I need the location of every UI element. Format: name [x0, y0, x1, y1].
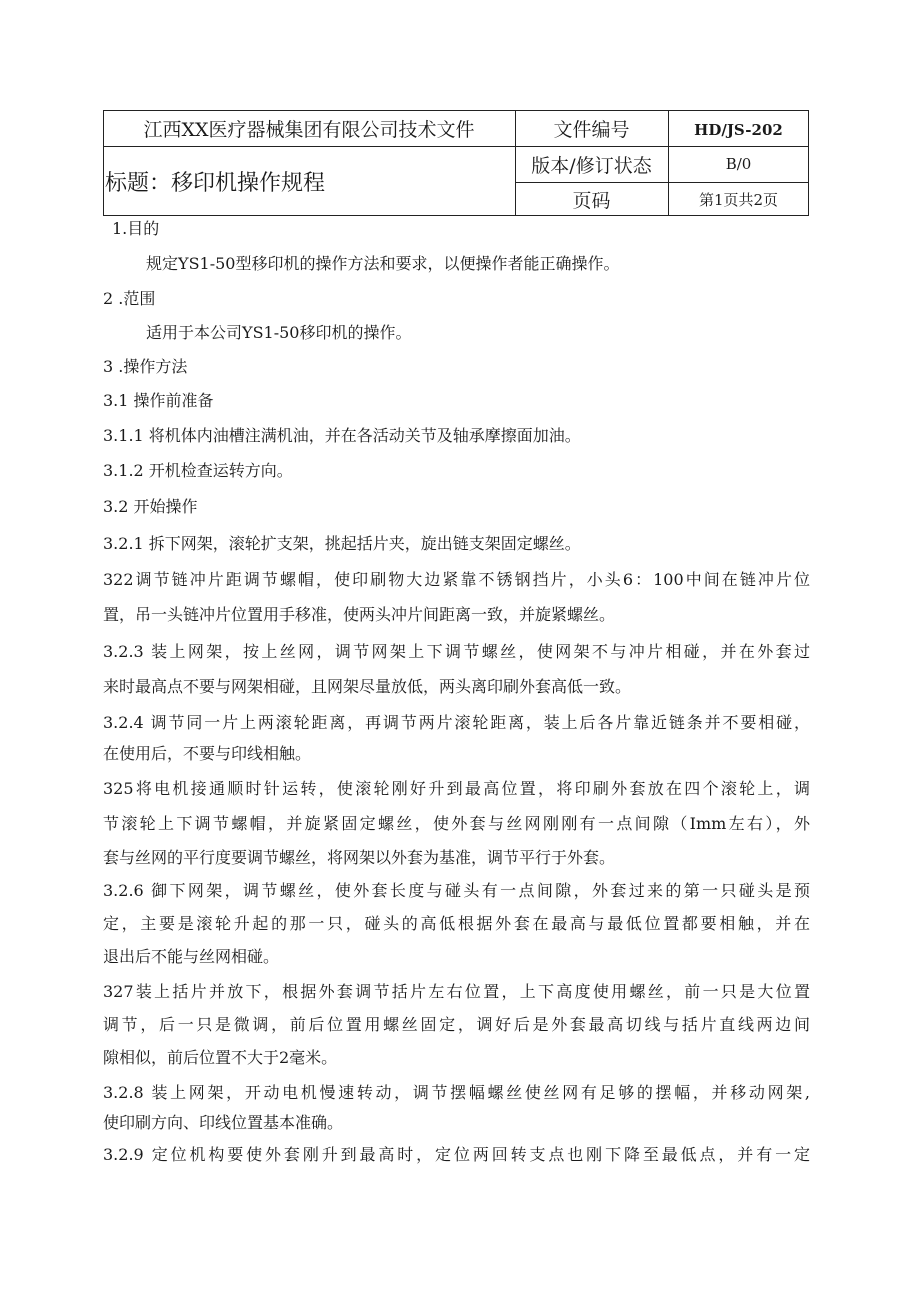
paragraph-3-2-4-line: 在使用后，不要与印线相触。: [103, 744, 312, 763]
paragraph-3-2-5-line: 325将电机接通顺时针运转，使滚轮刚好升到最高位置，将印刷外套放在四个滚轮上，调: [103, 779, 810, 798]
paragraph-3-2-6-line: 定，主要是滚轮升起的那一只，碰头的高低根据外套在最高与最低位置都要相触，并在: [103, 914, 810, 933]
paragraph-3-2-1: 3.2.1 拆下网架，滚轮扩支架，挑起括片夹，旋出链支架固定螺丝。: [103, 534, 581, 553]
paragraph-3-2-7-line: 327装上括片并放下，根据外套调节括片左右位置，上下高度使用螺丝，前一只是大位置: [103, 982, 810, 1001]
header-table: [103, 110, 809, 216]
doc-number-label: 文件编号: [553, 118, 630, 141]
paragraph-3-2-7-line: 隙相似，前后位置不大于2毫米。: [103, 1048, 338, 1067]
paragraph-3-2-8-line: 使印刷方向、印线位置基本准确。: [103, 1113, 344, 1132]
company-name: 江西XX医疗器械集团有限公司技术文件: [143, 118, 475, 141]
document-title: 标题：移印机操作规程: [105, 170, 326, 196]
page-value: 第1页共2页: [698, 190, 779, 209]
paragraph-3-2-9-line: 3.2.9 定位机构要使外套刚升到最高时，定位两回转支点也刚下降至最低点，并有一定: [103, 1145, 810, 1164]
paragraph-3-2-2-line: 322调节链冲片距调节螺帽，使印刷物大边紧靠不锈钢挡片，小头6：100中间在链冲片位: [103, 570, 810, 589]
section-2-heading: 2 .范围: [103, 289, 156, 308]
version-value: B/0: [725, 155, 752, 173]
section-1-text: 规定YS1-50型移印机的操作方法和要求，以便操作者能正确操作。: [146, 254, 620, 273]
paragraph-3-2-6-line: 3.2.6 御下网架，调节螺丝，使外套长度与碰头有一点间隙，外套过来的第一只碰头是预: [103, 881, 810, 900]
section-3-heading: 3 .操作方法: [103, 357, 188, 376]
paragraph-3-2-7-line: 调节，后一只是微调，前后位置用螺丝固定，调好后是外套最高切线与括片直线两边间: [103, 1015, 810, 1034]
section-1-heading: 1.目的: [112, 219, 160, 238]
page-label: 页码: [572, 189, 611, 212]
section-2-text: 适用于本公司YS1-50移印机的操作。: [146, 323, 412, 342]
paragraph-3-1-2: 3.1.2 开机检查运转方向。: [103, 461, 293, 480]
doc-number-value: HD/JS-202: [694, 121, 783, 139]
paragraph-3-2-6-line: 退出后不能与丝网相碰。: [103, 947, 280, 966]
section-3-1-heading: 3.1 操作前准备: [103, 391, 214, 410]
paragraph-3-1-1: 3.1.1 将机体内油槽注满机油，并在各活动关节及轴承摩擦面加油。: [103, 426, 581, 445]
paragraph-3-2-8-line: 3.2.8 装上网架，开动电机慢速转动，调节摆幅螺丝使丝网有足够的摆幅，并移动网架,: [103, 1083, 810, 1102]
paragraph-3-2-4-line: 3.2.4 调节同一片上两滚轮距离，再调节两片滚轮距离，装上后各片靠近链条并不要相碰，: [103, 713, 810, 732]
paragraph-3-2-3-line: 来时最高点不要与网架相碰，且网架尽量放低，两头离印刷外套高低一致。: [103, 677, 632, 696]
paragraph-3-2-5-line: 套与丝网的平行度要调节螺丝，将网架以外套为基准，调节平行于外套。: [103, 848, 616, 867]
section-3-2-heading: 3.2 开始操作: [103, 497, 198, 516]
version-label: 版本/修订状态: [531, 154, 652, 177]
paragraph-3-2-3-line: 3.2.3 装上网架，按上丝网，调节网架上下调节螺丝，使网架不与冲片相碰，并在外套过: [103, 642, 810, 661]
paragraph-3-2-5-line: 节滚轮上下调节螺帽，并旋紧固定螺丝，使外套与丝网刚刚有一点间隙（Imm左右），外: [103, 814, 810, 833]
paragraph-3-2-2-line: 置，吊一头链冲片位置用手移准，使两头冲片间距离一致，并旋紧螺丝。: [103, 605, 616, 624]
